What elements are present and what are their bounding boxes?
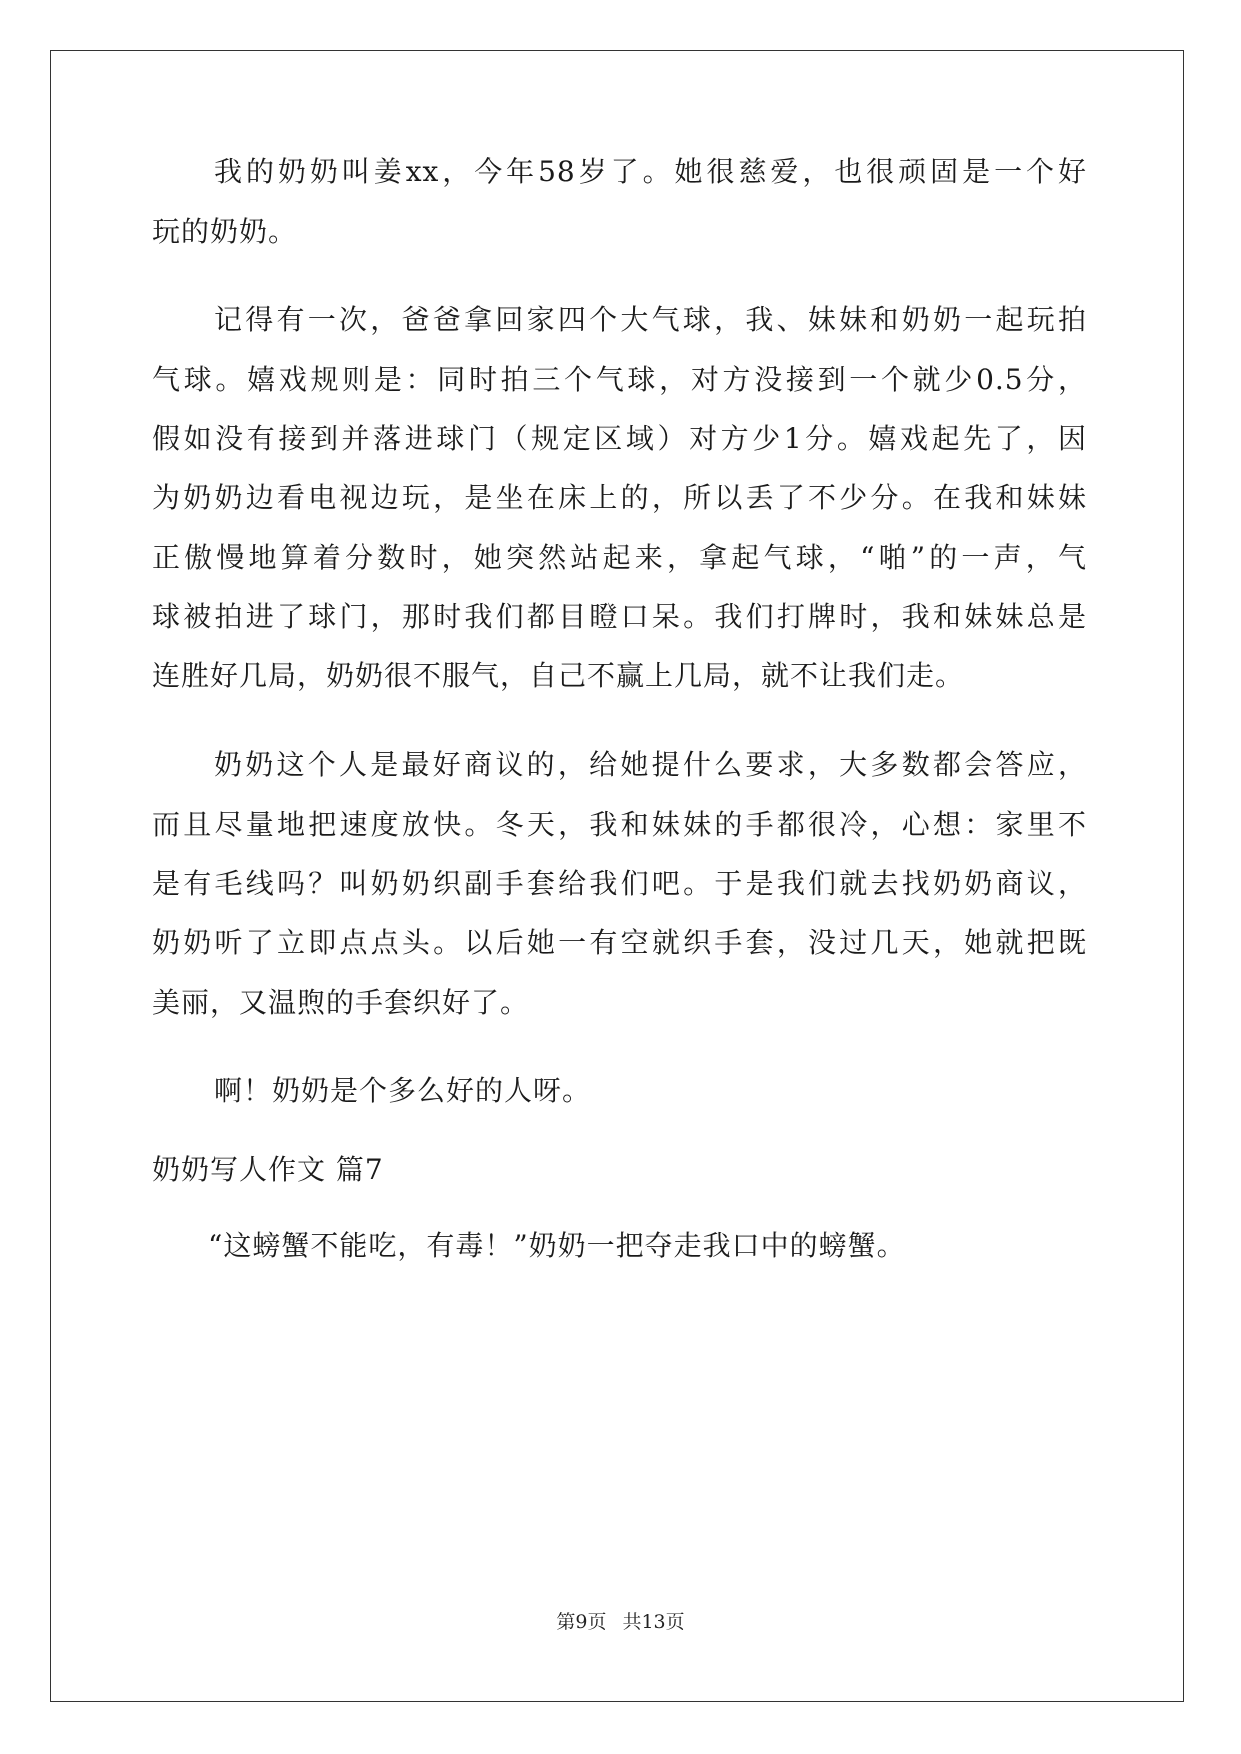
paragraph-line: 气球。嬉戏规则是：同时拍三个气球，对方没接到一个就少0.5分， bbox=[152, 363, 1087, 396]
paragraph-line: 连胜好几局，奶奶很不服气，自己不赢上几局，就不让我们走。 bbox=[152, 659, 965, 692]
paragraph-line: 啊！奶奶是个多么好的人呀。 bbox=[214, 1074, 592, 1107]
paragraph-line: 正傲慢地算着分数时，她突然站起来，拿起气球，“啪”的一声，气 bbox=[152, 541, 1087, 574]
paragraph-line: 假如没有接到并落进球门（规定区域）对方少1分。嬉戏起先了，因 bbox=[152, 422, 1087, 455]
paragraph-line: 球被拍进了球门，那时我们都目瞪口呆。我们打牌时，我和妹妹总是 bbox=[152, 600, 1087, 633]
paragraph-line: 奶奶这个人是最好商议的，给她提什么要求，大多数都会答应， bbox=[214, 748, 1087, 781]
section-heading: 奶奶写人作文 篇7 bbox=[152, 1153, 384, 1186]
paragraph-line: 玩的奶奶。 bbox=[152, 215, 298, 248]
page-total: 共13页 bbox=[622, 1611, 685, 1633]
paragraph-line: 记得有一次，爸爸拿回家四个大气球，我、妹妹和奶奶一起玩拍 bbox=[214, 303, 1087, 336]
paragraph-line: 为奶奶边看电视边玩，是坐在床上的，所以丢了不少分。在我和妹妹 bbox=[152, 481, 1087, 514]
paragraph-line: 美丽，又温煦的手套织好了。 bbox=[152, 986, 530, 1019]
paragraph-line: 而且尽量地把速度放快。冬天，我和妹妹的手都很冷，心想：家里不 bbox=[152, 808, 1087, 841]
page-number: 第9页 bbox=[556, 1611, 607, 1633]
paragraph-line: 奶奶听了立即点点头。以后她一有空就织手套，没过几天，她就把既 bbox=[152, 926, 1087, 959]
paragraph-line: 我的奶奶叫姜xx，今年58岁了。她很慈爱，也很顽固是一个好 bbox=[214, 155, 1087, 188]
page-footer bbox=[0, 1608, 1241, 1636]
paragraph-line: 是有毛线吗？叫奶奶织副手套给我们吧。于是我们就去找奶奶商议， bbox=[152, 867, 1087, 900]
paragraph-line: “这螃蟹不能吃，有毒！”奶奶一把夺走我口中的螃蟹。 bbox=[208, 1229, 906, 1262]
